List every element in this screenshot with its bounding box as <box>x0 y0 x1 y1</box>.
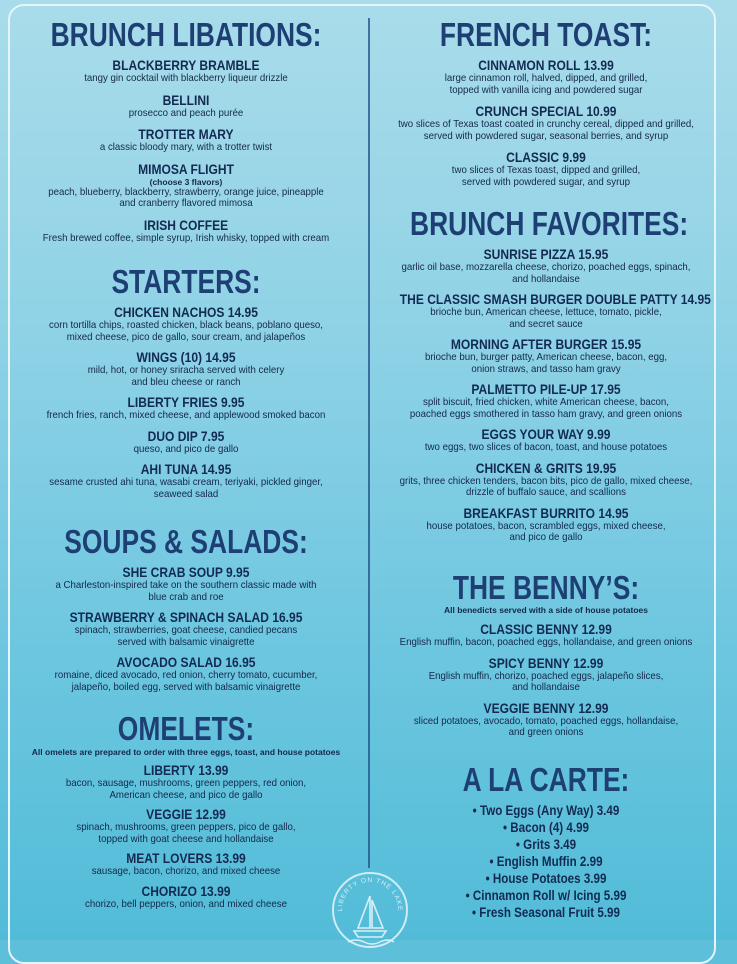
list-item: • Bacon (4) 4.99 <box>502 820 589 835</box>
menu-item <box>376 426 716 454</box>
item-name: PALMETTO PILE-UP 17.95 <box>471 381 621 397</box>
column-divider <box>368 18 370 868</box>
item-list <box>376 802 716 921</box>
item-desc: sliced potatoes, avocado, tomato, poached eggs, hollandaise, <box>413 715 679 727</box>
list-item: • English Muffin 2.99 <box>489 854 603 869</box>
item-name: BELLINI <box>162 91 210 108</box>
item-name: SHE CRAB SOUP 9.95 <box>122 564 250 580</box>
item-name: AVOCADO SALAD 16.95 <box>116 654 256 670</box>
item-desc: English muffin, chorizo, poached eggs, jalapeño slices, <box>428 670 664 682</box>
item-name: BLACKBERRY BRAMBLE <box>112 57 260 73</box>
item-name: CRUNCH SPECIAL 10.99 <box>475 103 617 119</box>
section-omelets <box>10 709 362 910</box>
item-desc: prosecco and peach purée <box>128 107 244 119</box>
menu-item <box>10 654 362 693</box>
item-desc: and secret sauce <box>509 318 583 330</box>
item-name: SUNRISE PIZZA 15.95 <box>483 246 609 262</box>
item-subnote: (choose 3 flavors) <box>149 176 223 187</box>
item-name: IRISH COFFEE <box>143 216 229 233</box>
menu-item <box>376 655 716 694</box>
item-desc: queso, and pico de gallo <box>133 443 239 455</box>
menu-item <box>10 349 362 388</box>
item-name: DUO DIP 7.95 <box>147 427 225 444</box>
section-a-la-carte <box>376 760 716 921</box>
item-name: EGGS YOUR WAY 9.99 <box>481 426 611 442</box>
item-desc: spinach, strawberries, goat cheese, candied pecans <box>74 625 298 636</box>
list-item: • Two Eggs (Any Way) 3.49 <box>472 803 620 818</box>
menu-item <box>10 564 362 603</box>
item-desc: corn tortilla chips, roasted chicken, black beans, poblano queso, <box>49 320 323 331</box>
menu-item <box>10 394 362 422</box>
item-desc: split biscuit, fried chicken, white American cheese, bacon, <box>422 397 669 408</box>
section-heading: OMELETS: <box>117 710 255 747</box>
section-bennys <box>376 568 716 739</box>
menu-item <box>10 428 362 456</box>
item-name: MEAT LOVERS 13.99 <box>126 850 246 866</box>
item-desc: onion straws, and tasso ham gravy <box>471 363 621 375</box>
section-heading: BRUNCH LIBATIONS: <box>50 16 322 53</box>
item-desc: mild, hot, or honey sriracha served with celery <box>87 365 285 376</box>
item-desc: drizzle of buffalo sauce, and scallions <box>466 487 626 498</box>
item-desc: mixed cheese, pico de gallo, sour cream, and jalapeños <box>66 331 306 343</box>
list-item: • Grits 3.49 <box>515 837 577 852</box>
item-desc: a Charleston-inspired take on the southern classic made with <box>55 580 317 591</box>
menu-item <box>10 217 362 245</box>
section-libations <box>10 15 362 244</box>
item-desc: spinach, mushrooms, green peppers, pico de gallo, <box>76 822 296 833</box>
item-desc: Fresh brewed coffee, simple syrup, Irish whisky, topped with cream <box>42 232 330 244</box>
item-name: LIBERTY 13.99 <box>143 762 229 778</box>
item-desc: romaine, diced avocado, red onion, cherry tomato, cucumber, <box>54 670 318 681</box>
item-name: BREAKFAST BURRITO 14.95 <box>463 504 629 521</box>
item-desc: blue crab and roe <box>148 591 224 603</box>
menu-item <box>376 336 716 375</box>
section-heading: THE BENNY’S: <box>452 569 640 606</box>
item-name: TROTTER MARY <box>138 126 234 142</box>
item-desc: tangy gin cocktail with blackberry liqueur drizzle <box>84 73 288 84</box>
menu-item <box>10 883 362 911</box>
item-desc: brioche bun, American cheese, lettuce, tomato, pickle, <box>430 307 662 318</box>
section-note: All omelets are prepared to order with three eggs, toast, and house potatoes <box>31 747 341 757</box>
item-list <box>10 57 362 244</box>
item-desc: brioche bun, burger patty, American cheese, bacon, egg, <box>424 352 668 363</box>
item-desc: grits, three chicken tenders, bacon bits, pico de gallo, mixed cheese, <box>399 475 693 487</box>
item-desc: and pico de gallo <box>509 532 583 543</box>
menu-item <box>10 609 362 648</box>
item-name: VEGGIE BENNY 12.99 <box>483 699 609 716</box>
menu-item <box>376 291 716 330</box>
menu-item <box>376 149 716 188</box>
section-heading: FRENCH TOAST: <box>439 16 653 53</box>
section-starters <box>10 262 362 500</box>
menu-item <box>10 762 362 801</box>
menu-item <box>376 700 716 739</box>
menu-item <box>10 126 362 154</box>
item-desc: and cranberry flavored mimosa <box>119 198 253 209</box>
menu-item <box>10 304 362 343</box>
item-name: STRAWBERRY & SPINACH SALAD 16.95 <box>69 609 303 625</box>
menu-item <box>376 103 716 142</box>
item-desc: peach, blueberry, blackberry, strawberry, orange juice, pineapple <box>48 186 324 198</box>
item-list <box>376 621 716 739</box>
item-list <box>376 246 716 544</box>
section-heading: A LA CARTE: <box>462 761 630 798</box>
item-name: CHICKEN & GRITS 19.95 <box>475 459 617 476</box>
item-desc: American cheese, and pico de gallo <box>109 789 263 801</box>
item-list <box>10 762 362 910</box>
section-note: All benedicts served with a side of house potatoes <box>443 605 649 615</box>
menu-item <box>10 92 362 120</box>
item-desc: poached eggs smothered in tasso ham gravy, and green onions <box>409 408 683 420</box>
menu-item <box>376 460 716 499</box>
item-desc: large cinnamon roll, halved, dipped, and grilled, <box>444 73 648 84</box>
menu-item <box>376 57 716 96</box>
item-name: CLASSIC 9.99 <box>506 149 586 165</box>
section-heading: STARTERS: <box>111 263 261 300</box>
item-desc: English muffin, bacon, poached eggs, hollandaise, and green onions <box>399 637 693 648</box>
item-desc: a classic bloody mary, with a trotter twist <box>99 142 273 153</box>
menu-item <box>10 850 362 878</box>
item-desc: bacon, sausage, mushrooms, green peppers, red onion, <box>65 778 307 789</box>
item-desc: sesame crusted ahi tuna, wasabi cream, teriyaki, pickled ginger, <box>49 477 323 488</box>
item-desc: and hollandaise <box>512 682 580 693</box>
item-list <box>10 564 362 693</box>
item-desc: topped with vanilla icing and powdered sugar <box>449 84 643 96</box>
item-desc: sausage, bacon, chorizo, and mixed cheese <box>91 866 281 877</box>
item-desc: house potatoes, bacon, scrambled eggs, mixed cheese, <box>426 520 666 532</box>
list-item: • Cinnamon Roll w/ Icing 5.99 <box>465 888 627 903</box>
list-item: • Fresh Seasonal Fruit 5.99 <box>472 905 620 920</box>
section-heading: BRUNCH FAVORITES: <box>410 205 689 242</box>
item-desc: and bleu cheese or ranch <box>131 376 241 388</box>
section-french-toast <box>376 15 716 188</box>
logo-text: LIBERTY ON THE LAKE <box>336 876 404 912</box>
item-desc: served with powdered sugar, and syrup <box>461 176 631 188</box>
item-name: THE CLASSIC SMASH BURGER DOUBLE PATTY 14.95 <box>399 291 711 307</box>
menu-item <box>376 621 716 649</box>
item-desc: topped with goat cheese and hollandaise <box>98 833 274 845</box>
item-desc: seaweed salad <box>153 488 219 500</box>
menu-item <box>10 161 362 210</box>
item-desc: served with powdered sugar, seasonal berries, and syrup <box>423 130 669 142</box>
item-desc: chorizo, bell peppers, onion, and mixed cheese <box>85 898 287 910</box>
item-name: LIBERTY FRIES 9.95 <box>127 394 245 410</box>
item-desc: and green onions <box>508 727 584 738</box>
section-soups-salads <box>10 522 362 693</box>
menu-item <box>376 505 716 544</box>
item-list <box>10 304 362 500</box>
item-desc: jalapeño, boiled egg, served with balsamic vinaigrette <box>71 681 301 693</box>
item-name: VEGGIE 12.99 <box>146 806 226 822</box>
item-desc: french fries, ranch, mixed cheese, and applewood smoked bacon <box>46 410 326 421</box>
item-name: CHORIZO 13.99 <box>141 882 231 899</box>
item-name: SPICY BENNY 12.99 <box>488 654 604 671</box>
menu-item <box>10 461 362 500</box>
item-desc: garlic oil base, mozzarella cheese, chorizo, poached eggs, spinach, <box>401 262 691 273</box>
menu-item <box>10 806 362 845</box>
item-desc: two slices of Texas toast coated in crunchy cereal, dipped and grilled, <box>398 119 694 130</box>
section-heading: SOUPS & SALADS: <box>64 523 308 560</box>
item-desc: served with balsamic vinaigrette <box>117 636 255 648</box>
section-brunch-favorites <box>376 204 716 544</box>
list-item: • House Potatoes 3.99 <box>485 871 607 886</box>
item-name: CHICKEN NACHOS 14.95 <box>114 304 258 320</box>
menu-item <box>10 57 362 85</box>
item-name: MORNING AFTER BURGER 15.95 <box>450 336 642 352</box>
item-name: WINGS (10) 14.95 <box>136 349 236 365</box>
menu-item <box>376 381 716 420</box>
item-name: MIMOSA FLIGHT <box>138 160 234 177</box>
item-name: AHI TUNA 14.95 <box>140 461 232 477</box>
item-desc: two eggs, two slices of bacon, toast, and house potatoes <box>424 442 668 453</box>
item-desc: two slices of Texas toast, dipped and grilled, <box>451 165 641 176</box>
menu-item <box>376 246 716 285</box>
sailboat-icon <box>330 870 410 950</box>
item-name: CLASSIC BENNY 12.99 <box>480 621 612 637</box>
item-desc: and hollandaise <box>512 273 580 285</box>
item-name: CINNAMON ROLL 13.99 <box>478 57 614 73</box>
item-list <box>376 57 716 188</box>
